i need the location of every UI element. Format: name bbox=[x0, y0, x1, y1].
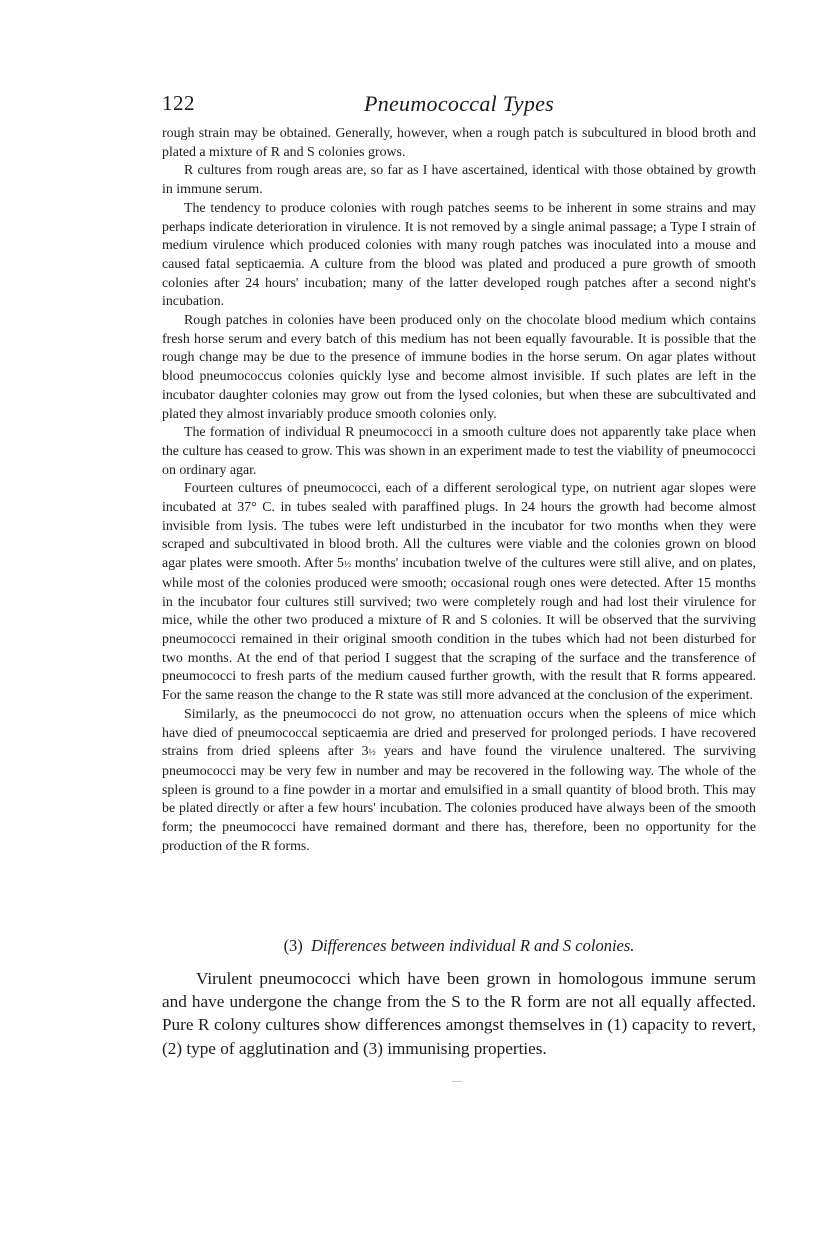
paragraph bbox=[162, 706, 756, 857]
running-title: Pneumococcal Types bbox=[363, 91, 555, 116]
fraction: ½ bbox=[343, 560, 352, 571]
section-number: (3) bbox=[283, 936, 303, 955]
paragraph: The formation of individual R pneumococci in a smooth culture does not apparently take place when the culture has ceased to grow. This was shown in an experiment made to test the viability of pneumococci on ordinary agar. bbox=[162, 425, 756, 478]
paragraph-text: Similarly, as the pneumococci do not grow, no attenuation occurs when the spleens of mice which have died of pneumococcal septicaemia are dried and preserved for prolonged periods. I have recovered strains from dried spleens after 3 bbox=[162, 706, 756, 760]
paragraph: rough strain may be obtained. Generally, however, when a rough patch is subcultured in blood broth and plated a mixture of R and S colonies grows. bbox=[162, 126, 756, 160]
section-heading bbox=[162, 935, 756, 957]
section-title: Differences between individual R and S colonies. bbox=[311, 936, 635, 955]
paragraph-text: years and have found the virulence unaltered. The surviving pneumococci may be very few in number and may be recovered in the following way. The whole of the spleen is ground to a fine powder in a mortar and emulsified in a small quantity of blood broth. This may be plated directly or after a few hours' incubation. The colonies produced have always been of the smooth form; the pneumococci have remained dormant and there has, therefore, been no opportunity for the production of the R forms. bbox=[162, 744, 756, 854]
body-text bbox=[162, 125, 756, 856]
paragraph-text: Fourteen cultures of pneumococci, each of a different serological type, on nutrient agar slopes were incubated at 37° C. in tubes sealed with paraffined plugs. In 24 hours the growth had become almost invisible from lysis. The tubes were left undisturbed in the incubator for two months when they were scraped and subcultivated in blood broth. All the cultures were viable and the colonies grown on blood agar plates were smooth. After 5 bbox=[162, 481, 756, 572]
paragraph: Rough patches in colonies have been produced only on the chocolate blood medium which contains fresh horse serum and every batch of this medium has not been equally favourable. It is possible that the rough change may be due to the presence of immune bodies in the horse serum. On agar plates without blood pneumococcus colonies quickly lyse and become almost invisible. If such plates are left in the incubator daughter colonies may grow out from the lysed colonies, but when these are subcultivated and plated they almost invariably produce smooth colonies only. bbox=[162, 313, 756, 422]
page-number: 122 bbox=[162, 91, 195, 115]
paragraph: The tendency to produce colonies with rough patches seems to be inherent in some strains and may perhaps indicate deterioration in virulence. It is not removed by a single animal passage; a Type I strain of medium virulence which produced colonies with many rough patches was inoculated into a mouse and caused fatal septicaemia. A culture from the blood was plated and produced a pure growth of smooth colonies after 24 hours' incubation; many of the latter developed rough patches after a second night's incubation. bbox=[162, 200, 756, 310]
divider bbox=[452, 1081, 462, 1082]
fraction: ½ bbox=[368, 748, 376, 759]
paragraph bbox=[162, 480, 756, 705]
paragraph: Virulent pneumococci which have been grown in homologous immune serum and have undergone the change from the S to the R form are not all equally affected. Pure R colony cultures show differences amongst themselves in (1) capacity to revert, (2) type of agglutination and (3) immunising properties. bbox=[162, 969, 756, 1058]
page-header bbox=[162, 91, 756, 121]
paragraph: R cultures from rough areas are, so far as I have ascertained, identical with those obtained by growth in immune serum. bbox=[162, 163, 756, 198]
section-body bbox=[162, 967, 756, 1060]
paragraph-text: months' incubation twelve of the cultures were still alive, and on plates, while most of the colonies produced were smooth; occasional rough ones were detected. After 15 months in the incubator four cultures still survived; two were completely rough and had lost their virulence for mice, while the other two produced a mixture of R and S colonies. It will be observed that the surviving pneumococci remained in their original smooth condition in the tubes which had not been disturbed for two months. At the end of that period I suggest that the scraping of the surface and the transference of pneumococci to fresh parts of the medium caused further growth, with the result that R forms appeared. For the same reason the change to the R state was still more advanced at the conclusion of the experiment. bbox=[162, 556, 756, 704]
